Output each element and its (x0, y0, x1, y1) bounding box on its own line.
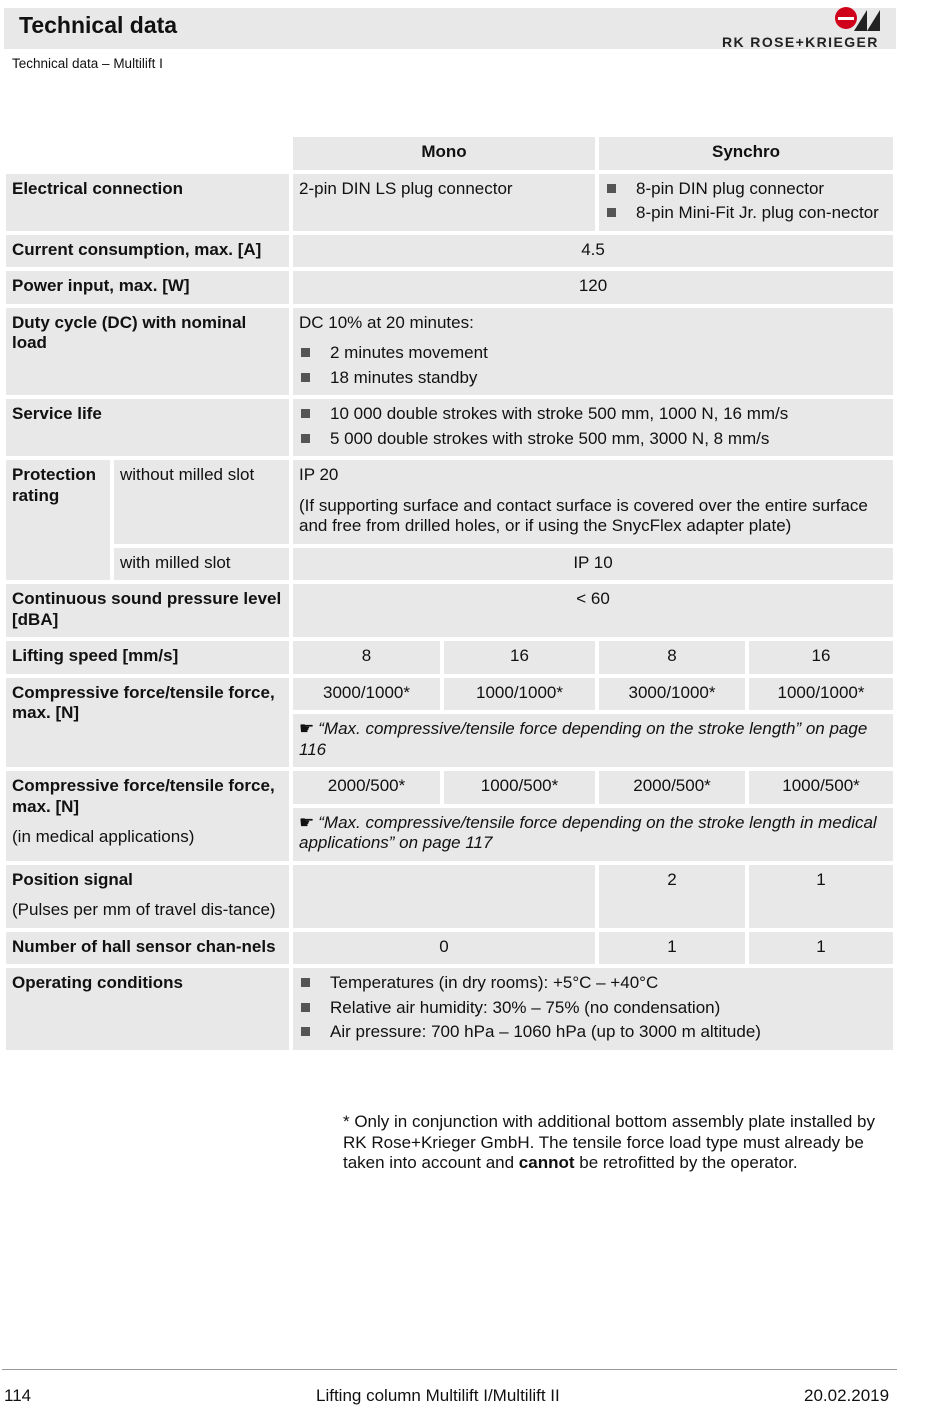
row-label-protection: Protection rating (6, 460, 110, 580)
force-cross-reference[interactable] (293, 714, 893, 767)
force-medical-xref-text[interactable]: “Max. compressive/tensile force depending on the stroke length in medical applications” on page 117 (299, 812, 877, 852)
pointing-hand-icon: ☛ (299, 812, 315, 832)
protection-ip20: IP 20 (299, 465, 339, 484)
table-row (6, 308, 893, 396)
row-label-force-medical (6, 771, 289, 861)
table-header-row (6, 137, 893, 170)
service-life-list (299, 404, 887, 449)
service-life-value (293, 399, 893, 456)
speed-value: 8 (293, 641, 440, 674)
position-signal-sublabel: (Pulses per mm of travel dis-tance) (12, 900, 276, 919)
speed-value: 8 (599, 641, 745, 674)
force-value: 1000/1000* (749, 678, 893, 711)
footer-divider (2, 1369, 897, 1370)
table-row (6, 771, 893, 804)
hall-sensor-value: 1 (599, 932, 745, 965)
speed-value: 16 (444, 641, 595, 674)
row-label-lifting-speed: Lifting speed [mm/s] (6, 641, 289, 674)
force-medical-cross-reference[interactable] (293, 808, 893, 861)
column-header-mono: Mono (293, 137, 595, 170)
position-signal-value: 1 (749, 865, 893, 928)
header-blank-cell (6, 137, 289, 170)
protection-with-slot-label: with milled slot (114, 548, 289, 581)
column-header-synchro: Synchro (599, 137, 893, 170)
electrical-synchro-list (605, 179, 887, 224)
table-row (6, 460, 893, 544)
table-row (6, 399, 893, 456)
list-item: 8-pin DIN plug connector (605, 179, 887, 200)
hall-sensor-value: 0 (293, 932, 595, 965)
footnote-text-2: be retrofitted by the operator. (574, 1153, 798, 1172)
table-row (6, 235, 893, 268)
force-medical-value: 1000/500* (749, 771, 893, 804)
row-label-electrical: Electrical connection (6, 174, 289, 231)
hall-sensor-value: 1 (749, 932, 893, 965)
footnote-text-1: * Only in conjunction with additional bottom assembly plate installed by RK Rose+Krieger GmbH. The tensile force load type must already be taken into account and (343, 1112, 876, 1172)
sound-value: < 60 (293, 584, 893, 637)
force-medical-value: 1000/500* (444, 771, 595, 804)
force-medical-value: 2000/500* (293, 771, 440, 804)
table-row (6, 584, 893, 637)
electrical-synchro-value (599, 174, 893, 231)
row-label-duty-cycle: Duty cycle (DC) with nominal load (6, 308, 289, 396)
list-item: Temperatures (in dry rooms): +5°C – +40°C (299, 973, 887, 994)
position-signal-value: 2 (599, 865, 745, 928)
force-value: 3000/1000* (293, 678, 440, 711)
page-title: Technical data (19, 12, 178, 38)
row-label-service-life: Service life (6, 399, 289, 456)
row-label-hall-sensor: Number of hall sensor chan-nels (6, 932, 289, 965)
list-item: 8-pin Mini-Fit Jr. plug con-nector (605, 203, 887, 224)
protection-ip10: IP 10 (293, 548, 893, 581)
protection-without-slot-value (293, 460, 893, 544)
force-medical-label: Compressive force/tensile force, max. [N] (12, 776, 275, 816)
row-label-sound: Continuous sound pressure level [dBA] (6, 584, 289, 637)
list-item: 5 000 double strokes with stroke 500 mm, 3000 N, 8 mm/s (299, 429, 887, 450)
table-row (6, 548, 893, 581)
table-row (6, 968, 893, 1050)
force-xref-text[interactable]: “Max. compressive/tensile force depending on the stroke length” on page 116 (299, 719, 868, 759)
speed-value: 16 (749, 641, 893, 674)
row-label-power: Power input, max. [W] (6, 271, 289, 304)
logo-mark-icon (834, 6, 890, 32)
electrical-mono-value: 2-pin DIN LS plug connector (293, 174, 595, 231)
table-row (6, 932, 893, 965)
list-item: Air pressure: 700 hPa – 1060 hPa (up to 3000 m altitude) (299, 1022, 887, 1043)
row-label-current: Current consumption, max. [A] (6, 235, 289, 268)
operating-conditions-value (293, 968, 893, 1050)
power-value: 120 (293, 271, 893, 304)
pointing-hand-icon: ☛ (299, 719, 315, 738)
technical-data-table (2, 133, 897, 1054)
duty-cycle-intro: DC 10% at 20 minutes: (299, 312, 474, 332)
table-row (6, 174, 893, 231)
operating-conditions-list (299, 973, 887, 1043)
current-value: 4.5 (293, 235, 893, 268)
duty-cycle-value (293, 308, 893, 396)
logo-text: RK ROSE+KRIEGER (722, 34, 879, 50)
document-date: 20.02.2019 (804, 1386, 890, 1405)
force-value: 3000/1000* (599, 678, 745, 711)
footnote (343, 1112, 883, 1174)
force-value: 1000/1000* (444, 678, 595, 711)
row-label-force: Compressive force/tensile force, max. [N] (6, 678, 289, 768)
duty-cycle-list (299, 343, 887, 388)
row-label-position-signal (6, 865, 289, 928)
position-signal-mono-empty (293, 865, 595, 928)
position-signal-label: Position signal (12, 869, 133, 889)
protection-note: (If supporting surface and contact surface is covered over the entire surface and free from drilled holes, or if using the SnycFlex adapter plate) (299, 495, 868, 535)
protection-without-slot-label: without milled slot (114, 460, 289, 544)
list-item: 10 000 double strokes with stroke 500 mm, 1000 N, 16 mm/s (299, 404, 887, 425)
list-item: 18 minutes standby (299, 368, 887, 389)
force-medical-sublabel: (in medical applications) (12, 827, 195, 846)
company-logo (722, 6, 890, 50)
footnote-bold: cannot (518, 1153, 575, 1172)
force-medical-value: 2000/500* (599, 771, 745, 804)
table-row (6, 271, 893, 304)
table-row (6, 641, 893, 674)
row-label-operating: Operating conditions (6, 968, 289, 1050)
table-row (6, 678, 893, 711)
page-subtitle: Technical data – Multilift I (12, 56, 163, 71)
list-item: 2 minutes movement (299, 343, 887, 364)
list-item: Relative air humidity: 30% – 75% (no condensation) (299, 998, 887, 1019)
page-number: 114 (4, 1386, 32, 1405)
table-row (6, 865, 893, 928)
document-title: Lifting column Multilift I/Multilift II (316, 1386, 560, 1405)
